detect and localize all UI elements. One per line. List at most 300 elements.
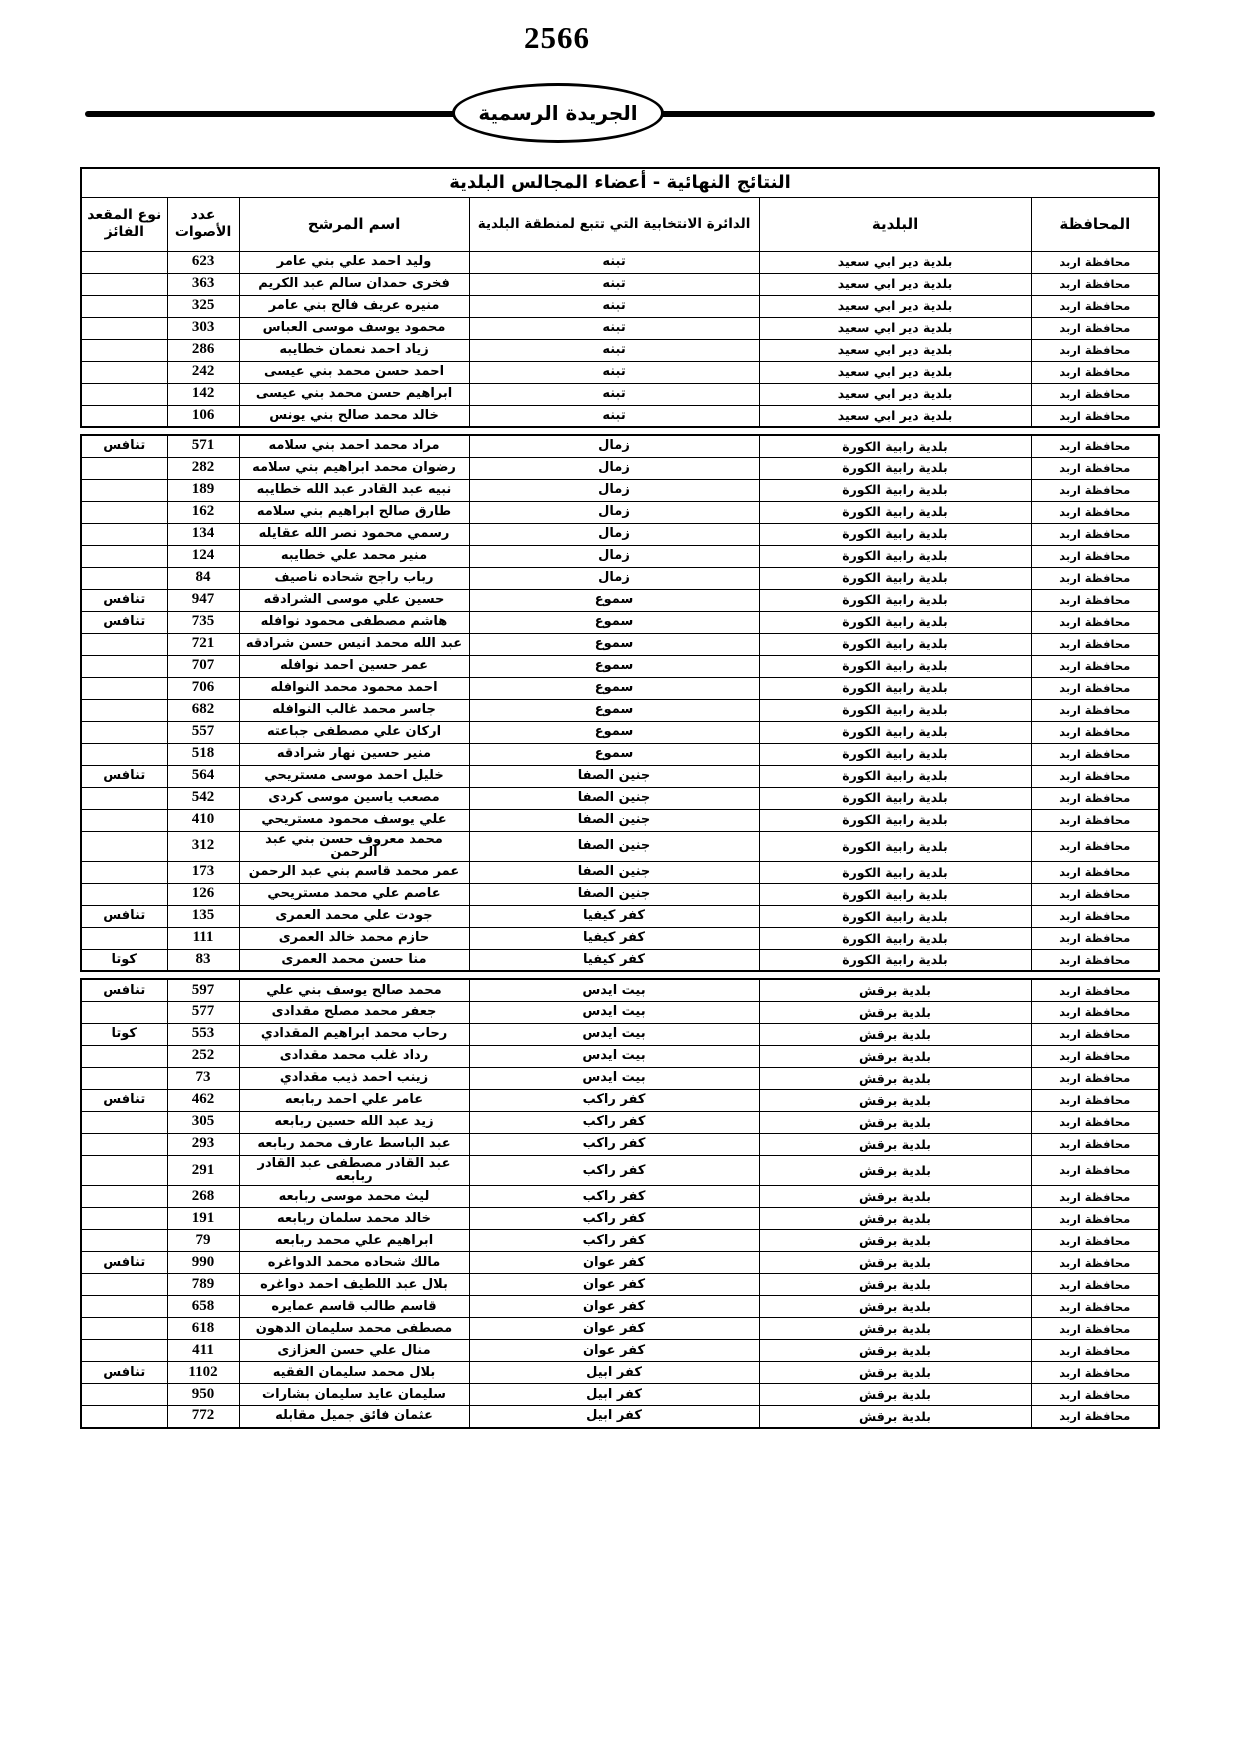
cell-candidate: رحاب محمد ابراهيم المقدادي — [239, 1023, 469, 1045]
gazette-seal-ellipse — [452, 83, 664, 143]
cell-district: كفر كيفيا — [469, 927, 759, 949]
cell-municipality: بلدية دير ابي سعيد — [759, 405, 1031, 427]
result-row — [81, 1023, 1159, 1045]
cell-municipality: بلدية برقش — [759, 1089, 1031, 1111]
result-row — [81, 743, 1159, 765]
cell-district: سموع — [469, 699, 759, 721]
cell-municipality: بلدية رابية الكورة — [759, 831, 1031, 861]
cell-seat-type: كوتا — [81, 949, 167, 971]
cell-votes: 658 — [167, 1296, 239, 1318]
cell-votes: 303 — [167, 317, 239, 339]
cell-seat-type — [81, 861, 167, 883]
cell-votes: 286 — [167, 339, 239, 361]
col-header-candidate: اسم المرشح — [239, 197, 469, 251]
cell-seat-type — [81, 1406, 167, 1428]
cell-seat-type — [81, 251, 167, 273]
cell-seat-type — [81, 1155, 167, 1185]
cell-governorate: محافظة اربد — [1031, 721, 1159, 743]
cell-municipality: بلدية رابية الكورة — [759, 949, 1031, 971]
cell-votes: 291 — [167, 1155, 239, 1185]
table-title: النتائج النهائية - أعضاء المجالس البلدية — [81, 168, 1159, 197]
cell-candidate: محمود يوسف موسى العباس — [239, 317, 469, 339]
cell-votes: 707 — [167, 655, 239, 677]
cell-seat-type: كوتا — [81, 1023, 167, 1045]
cell-governorate: محافظة اربد — [1031, 1186, 1159, 1208]
cell-seat-type: تنافس — [81, 1089, 167, 1111]
cell-seat-type: تنافس — [81, 589, 167, 611]
cell-municipality: بلدية دير ابي سعيد — [759, 295, 1031, 317]
cell-municipality: بلدية رابية الكورة — [759, 589, 1031, 611]
cell-seat-type: تنافس — [81, 979, 167, 1001]
cell-candidate: رسمي محمود نصر الله عقايله — [239, 523, 469, 545]
cell-seat-type — [81, 1067, 167, 1089]
cell-municipality: بلدية رابية الكورة — [759, 743, 1031, 765]
cell-district: بيت ايدس — [469, 979, 759, 1001]
cell-governorate: محافظة اربد — [1031, 1406, 1159, 1428]
result-row — [81, 831, 1159, 861]
cell-seat-type: تنافس — [81, 435, 167, 457]
result-row — [81, 295, 1159, 317]
cell-municipality: بلدية برقش — [759, 1274, 1031, 1296]
cell-votes: 772 — [167, 1406, 239, 1428]
cell-governorate: محافظة اربد — [1031, 567, 1159, 589]
cell-votes: 721 — [167, 633, 239, 655]
cell-votes: 173 — [167, 861, 239, 883]
cell-governorate: محافظة اربد — [1031, 1045, 1159, 1067]
cell-district: سموع — [469, 633, 759, 655]
cell-votes: 789 — [167, 1274, 239, 1296]
cell-governorate: محافظة اربد — [1031, 479, 1159, 501]
cell-seat-type — [81, 317, 167, 339]
cell-district: زمال — [469, 457, 759, 479]
cell-seat-type — [81, 1230, 167, 1252]
cell-candidate: خالد محمد سلمان ربابعه — [239, 1208, 469, 1230]
cell-candidate: اركان علي مصطفى جباعته — [239, 721, 469, 743]
cell-governorate: محافظة اربد — [1031, 339, 1159, 361]
result-row — [81, 1045, 1159, 1067]
cell-votes: 571 — [167, 435, 239, 457]
cell-municipality: بلدية رابية الكورة — [759, 633, 1031, 655]
cell-governorate: محافظة اربد — [1031, 1340, 1159, 1362]
result-row — [81, 361, 1159, 383]
cell-seat-type — [81, 677, 167, 699]
cell-governorate: محافظة اربد — [1031, 655, 1159, 677]
result-row — [81, 1001, 1159, 1023]
cell-votes: 268 — [167, 1186, 239, 1208]
cell-municipality: بلدية برقش — [759, 1001, 1031, 1023]
result-row — [81, 317, 1159, 339]
cell-governorate: محافظة اربد — [1031, 927, 1159, 949]
cell-candidate: مراد محمد احمد بني سلامه — [239, 435, 469, 457]
cell-candidate: رداد غلب محمد مقدادى — [239, 1045, 469, 1067]
cell-seat-type — [81, 479, 167, 501]
result-row — [81, 1067, 1159, 1089]
cell-seat-type — [81, 927, 167, 949]
cell-governorate: محافظة اربد — [1031, 523, 1159, 545]
cell-governorate: محافظة اربد — [1031, 699, 1159, 721]
col-header-district: الدائرة الانتخابية التي تتبع لمنطقة البلدية — [469, 197, 759, 251]
results-table-block-3 — [80, 978, 1160, 1428]
result-row — [81, 567, 1159, 589]
result-row — [81, 1318, 1159, 1340]
result-row — [81, 1362, 1159, 1384]
cell-candidate: عامر علي احمد ربابعه — [239, 1089, 469, 1111]
cell-municipality: بلدية دير ابي سعيد — [759, 339, 1031, 361]
table-title-row — [81, 168, 1159, 197]
result-row — [81, 1155, 1159, 1185]
cell-governorate: محافظة اربد — [1031, 1252, 1159, 1274]
cell-governorate: محافظة اربد — [1031, 251, 1159, 273]
cell-district: زمال — [469, 523, 759, 545]
cell-candidate: عبد الباسط عارف محمد ربابعه — [239, 1133, 469, 1155]
cell-candidate: وليد احمد علي بني عامر — [239, 251, 469, 273]
cell-candidate: جعفر محمد مصلح مقدادى — [239, 1001, 469, 1023]
cell-municipality: بلدية رابية الكورة — [759, 457, 1031, 479]
cell-district: كفر كيفيا — [469, 949, 759, 971]
cell-governorate: محافظة اربد — [1031, 1111, 1159, 1133]
result-row — [81, 1133, 1159, 1155]
cell-municipality: بلدية برقش — [759, 1230, 1031, 1252]
cell-candidate: رضوان محمد ابراهيم بني سلامه — [239, 457, 469, 479]
cell-district: زمال — [469, 567, 759, 589]
cell-votes: 191 — [167, 1208, 239, 1230]
cell-seat-type: تنافس — [81, 611, 167, 633]
cell-governorate: محافظة اربد — [1031, 545, 1159, 567]
cell-seat-type — [81, 1208, 167, 1230]
cell-district: كفر راكب — [469, 1186, 759, 1208]
cell-district: تبنه — [469, 383, 759, 405]
result-row — [81, 1296, 1159, 1318]
cell-votes: 189 — [167, 479, 239, 501]
cell-municipality: بلدية برقش — [759, 1208, 1031, 1230]
cell-municipality: بلدية برقش — [759, 979, 1031, 1001]
result-row — [81, 1384, 1159, 1406]
cell-candidate: محمد صالح يوسف بني علي — [239, 979, 469, 1001]
cell-seat-type — [81, 883, 167, 905]
cell-seat-type — [81, 457, 167, 479]
cell-governorate: محافظة اربد — [1031, 765, 1159, 787]
cell-district: جنين الصفا — [469, 831, 759, 861]
cell-seat-type — [81, 699, 167, 721]
cell-governorate: محافظة اربد — [1031, 949, 1159, 971]
cell-candidate: خالد محمد صالح بني يونس — [239, 405, 469, 427]
cell-seat-type: تنافس — [81, 1252, 167, 1274]
cell-governorate: محافظة اربد — [1031, 633, 1159, 655]
cell-seat-type — [81, 1274, 167, 1296]
cell-candidate: علي يوسف محمود مستريحي — [239, 809, 469, 831]
cell-governorate: محافظة اربد — [1031, 1155, 1159, 1185]
cell-governorate: محافظة اربد — [1031, 1089, 1159, 1111]
cell-votes: 73 — [167, 1067, 239, 1089]
cell-governorate: محافظة اربد — [1031, 1230, 1159, 1252]
result-row — [81, 457, 1159, 479]
result-row — [81, 1186, 1159, 1208]
cell-district: بيت ايدس — [469, 1023, 759, 1045]
cell-municipality: بلدية رابية الكورة — [759, 611, 1031, 633]
cell-governorate: محافظة اربد — [1031, 1067, 1159, 1089]
cell-seat-type — [81, 743, 167, 765]
cell-candidate: قاسم طالب قاسم عمايره — [239, 1296, 469, 1318]
cell-votes: 564 — [167, 765, 239, 787]
cell-candidate: ليث محمد موسى ربابعه — [239, 1186, 469, 1208]
cell-district: جنين الصفا — [469, 861, 759, 883]
cell-district: زمال — [469, 501, 759, 523]
cell-candidate: احمد حسن محمد بني عيسى — [239, 361, 469, 383]
results-table-block-1 — [80, 167, 1160, 428]
result-row — [81, 979, 1159, 1001]
cell-district: كفر راكب — [469, 1155, 759, 1185]
cell-municipality: بلدية دير ابي سعيد — [759, 317, 1031, 339]
cell-municipality: بلدية رابية الكورة — [759, 523, 1031, 545]
cell-candidate: هاشم مصطفى محمود نوافله — [239, 611, 469, 633]
cell-votes: 142 — [167, 383, 239, 405]
result-row — [81, 501, 1159, 523]
cell-votes: 706 — [167, 677, 239, 699]
col-header-seat-type: نوع المقعد الفائز — [81, 197, 167, 251]
cell-municipality: بلدية برقش — [759, 1296, 1031, 1318]
cell-votes: 462 — [167, 1089, 239, 1111]
cell-candidate: عبد القادر مصطفى عبد القادر ربابعه — [239, 1155, 469, 1185]
cell-votes: 111 — [167, 927, 239, 949]
cell-votes: 411 — [167, 1340, 239, 1362]
results-table-block-2 — [80, 434, 1160, 972]
cell-municipality: بلدية برقش — [759, 1133, 1031, 1155]
cell-candidate: زينب احمد ذيب مقدادي — [239, 1067, 469, 1089]
result-row — [81, 479, 1159, 501]
cell-votes: 282 — [167, 457, 239, 479]
cell-municipality: بلدية برقش — [759, 1340, 1031, 1362]
cell-district: جنين الصفا — [469, 809, 759, 831]
cell-governorate: محافظة اربد — [1031, 809, 1159, 831]
cell-seat-type — [81, 545, 167, 567]
cell-district: كفر ابيل — [469, 1362, 759, 1384]
cell-seat-type — [81, 655, 167, 677]
cell-district: كفر عوان — [469, 1318, 759, 1340]
cell-votes: 124 — [167, 545, 239, 567]
cell-votes: 557 — [167, 721, 239, 743]
cell-seat-type: تنافس — [81, 905, 167, 927]
cell-municipality: بلدية برقش — [759, 1023, 1031, 1045]
cell-municipality: بلدية برقش — [759, 1252, 1031, 1274]
cell-municipality: بلدية برقش — [759, 1384, 1031, 1406]
result-row — [81, 883, 1159, 905]
cell-district: كفر ابيل — [469, 1406, 759, 1428]
cell-governorate: محافظة اربد — [1031, 787, 1159, 809]
cell-governorate: محافظة اربد — [1031, 295, 1159, 317]
result-row — [81, 405, 1159, 427]
result-row — [81, 589, 1159, 611]
cell-municipality: بلدية رابية الكورة — [759, 927, 1031, 949]
cell-municipality: بلدية رابية الكورة — [759, 765, 1031, 787]
cell-votes: 305 — [167, 1111, 239, 1133]
cell-candidate: مالك شحاده محمد الدواغره — [239, 1252, 469, 1274]
cell-candidate: سليمان عايد سليمان بشارات — [239, 1384, 469, 1406]
result-row — [81, 1406, 1159, 1428]
result-row — [81, 1089, 1159, 1111]
result-row — [81, 765, 1159, 787]
group-rabiat-al-kura — [81, 435, 1159, 971]
cell-governorate: محافظة اربد — [1031, 273, 1159, 295]
cell-votes: 83 — [167, 949, 239, 971]
cell-district: بيت ايدس — [469, 1067, 759, 1089]
cell-district: زمال — [469, 479, 759, 501]
cell-votes: 542 — [167, 787, 239, 809]
cell-candidate: ابراهيم حسن محمد بني عيسى — [239, 383, 469, 405]
cell-municipality: بلدية دير ابي سعيد — [759, 361, 1031, 383]
column-header-row — [81, 197, 1159, 251]
cell-municipality: بلدية رابية الكورة — [759, 501, 1031, 523]
cell-votes: 577 — [167, 1001, 239, 1023]
cell-district: بيت ايدس — [469, 1001, 759, 1023]
cell-candidate: رباب راجح شحاده ناصيف — [239, 567, 469, 589]
cell-district: زمال — [469, 545, 759, 567]
cell-candidate: احمد محمود محمد النوافله — [239, 677, 469, 699]
cell-district: جنين الصفا — [469, 765, 759, 787]
cell-governorate: محافظة اربد — [1031, 883, 1159, 905]
cell-municipality: بلدية دير ابي سعيد — [759, 251, 1031, 273]
cell-candidate: حازم محمد خالد العمرى — [239, 927, 469, 949]
cell-candidate: خليل احمد موسى مستريحي — [239, 765, 469, 787]
result-row — [81, 905, 1159, 927]
cell-municipality: بلدية رابية الكورة — [759, 905, 1031, 927]
cell-candidate: منال علي حسن العزازى — [239, 1340, 469, 1362]
result-row — [81, 861, 1159, 883]
cell-seat-type — [81, 1384, 167, 1406]
cell-seat-type — [81, 1340, 167, 1362]
cell-governorate: محافظة اربد — [1031, 1318, 1159, 1340]
cell-district: تبنه — [469, 251, 759, 273]
cell-seat-type — [81, 523, 167, 545]
cell-seat-type — [81, 273, 167, 295]
cell-votes: 242 — [167, 361, 239, 383]
cell-votes: 363 — [167, 273, 239, 295]
cell-district: كفر راكب — [469, 1111, 759, 1133]
cell-candidate: عاصم علي محمد مستريحي — [239, 883, 469, 905]
cell-votes: 312 — [167, 831, 239, 861]
page-number: 2566 — [524, 20, 590, 55]
cell-district: كفر كيفيا — [469, 905, 759, 927]
cell-district: سموع — [469, 743, 759, 765]
cell-governorate: محافظة اربد — [1031, 435, 1159, 457]
cell-municipality: بلدية رابية الكورة — [759, 809, 1031, 831]
cell-municipality: بلدية رابية الكورة — [759, 545, 1031, 567]
cell-seat-type — [81, 567, 167, 589]
cell-candidate: ابراهيم علي محمد ربابعه — [239, 1230, 469, 1252]
cell-municipality: بلدية رابية الكورة — [759, 721, 1031, 743]
cell-district: تبنه — [469, 339, 759, 361]
result-row — [81, 949, 1159, 971]
cell-governorate: محافظة اربد — [1031, 383, 1159, 405]
result-row — [81, 809, 1159, 831]
cell-municipality: بلدية رابية الكورة — [759, 655, 1031, 677]
cell-municipality: بلدية رابية الكورة — [759, 567, 1031, 589]
cell-district: تبنه — [469, 317, 759, 339]
result-row — [81, 545, 1159, 567]
cell-governorate: محافظة اربد — [1031, 905, 1159, 927]
cell-votes: 410 — [167, 809, 239, 831]
cell-municipality: بلدية رابية الكورة — [759, 435, 1031, 457]
cell-seat-type — [81, 831, 167, 861]
result-row — [81, 383, 1159, 405]
cell-seat-type — [81, 1001, 167, 1023]
cell-governorate: محافظة اربد — [1031, 1296, 1159, 1318]
cell-district: كفر عوان — [469, 1340, 759, 1362]
cell-candidate: زياد احمد نعمان خطايبه — [239, 339, 469, 361]
result-row — [81, 655, 1159, 677]
result-row — [81, 633, 1159, 655]
cell-seat-type — [81, 339, 167, 361]
cell-municipality: بلدية رابية الكورة — [759, 787, 1031, 809]
cell-district: جنين الصفا — [469, 787, 759, 809]
result-row — [81, 677, 1159, 699]
result-row — [81, 721, 1159, 743]
cell-seat-type — [81, 721, 167, 743]
cell-votes: 84 — [167, 567, 239, 589]
cell-candidate: فخرى حمدان سالم عبد الكريم — [239, 273, 469, 295]
cell-municipality: بلدية رابية الكورة — [759, 883, 1031, 905]
cell-district: تبنه — [469, 295, 759, 317]
cell-governorate: محافظة اربد — [1031, 1274, 1159, 1296]
cell-seat-type — [81, 405, 167, 427]
cell-candidate: منيره عريف فالح بني عامر — [239, 295, 469, 317]
cell-seat-type — [81, 1296, 167, 1318]
cell-candidate: عبد الله محمد انيس حسن شرادقه — [239, 633, 469, 655]
cell-votes: 135 — [167, 905, 239, 927]
cell-votes: 597 — [167, 979, 239, 1001]
cell-candidate: طارق صالح ابراهيم بني سلامه — [239, 501, 469, 523]
col-header-municipality: البلدية — [759, 197, 1031, 251]
cell-municipality: بلدية رابية الكورة — [759, 677, 1031, 699]
cell-district: تبنه — [469, 405, 759, 427]
cell-municipality: بلدية برقش — [759, 1067, 1031, 1089]
cell-governorate: محافظة اربد — [1031, 861, 1159, 883]
cell-governorate: محافظة اربد — [1031, 743, 1159, 765]
cell-votes: 293 — [167, 1133, 239, 1155]
results-table-wrap — [80, 167, 1158, 1429]
cell-district: كفر عوان — [469, 1274, 759, 1296]
cell-district: كفر راكب — [469, 1089, 759, 1111]
cell-governorate: محافظة اربد — [1031, 1208, 1159, 1230]
cell-seat-type — [81, 295, 167, 317]
cell-votes: 735 — [167, 611, 239, 633]
cell-candidate: حسين علي موسى الشرادقه — [239, 589, 469, 611]
cell-votes: 623 — [167, 251, 239, 273]
cell-municipality: بلدية رابية الكورة — [759, 861, 1031, 883]
cell-district: كفر عوان — [469, 1296, 759, 1318]
cell-seat-type — [81, 787, 167, 809]
cell-votes: 947 — [167, 589, 239, 611]
cell-municipality: بلدية دير ابي سعيد — [759, 383, 1031, 405]
result-row — [81, 1230, 1159, 1252]
cell-district: تبنه — [469, 361, 759, 383]
col-header-governorate: المحافظة — [1031, 197, 1159, 251]
cell-votes: 990 — [167, 1252, 239, 1274]
cell-candidate: عمر محمد قاسم بني عبد الرحمن — [239, 861, 469, 883]
cell-district: كفر عوان — [469, 1252, 759, 1274]
cell-seat-type: تنافس — [81, 765, 167, 787]
cell-district: كفر ابيل — [469, 1384, 759, 1406]
result-row — [81, 611, 1159, 633]
cell-municipality: بلدية برقش — [759, 1362, 1031, 1384]
result-row — [81, 1111, 1159, 1133]
cell-governorate: محافظة اربد — [1031, 457, 1159, 479]
result-row — [81, 1340, 1159, 1362]
result-row — [81, 787, 1159, 809]
cell-district: سموع — [469, 655, 759, 677]
cell-district: سموع — [469, 589, 759, 611]
cell-votes: 518 — [167, 743, 239, 765]
cell-votes: 950 — [167, 1384, 239, 1406]
